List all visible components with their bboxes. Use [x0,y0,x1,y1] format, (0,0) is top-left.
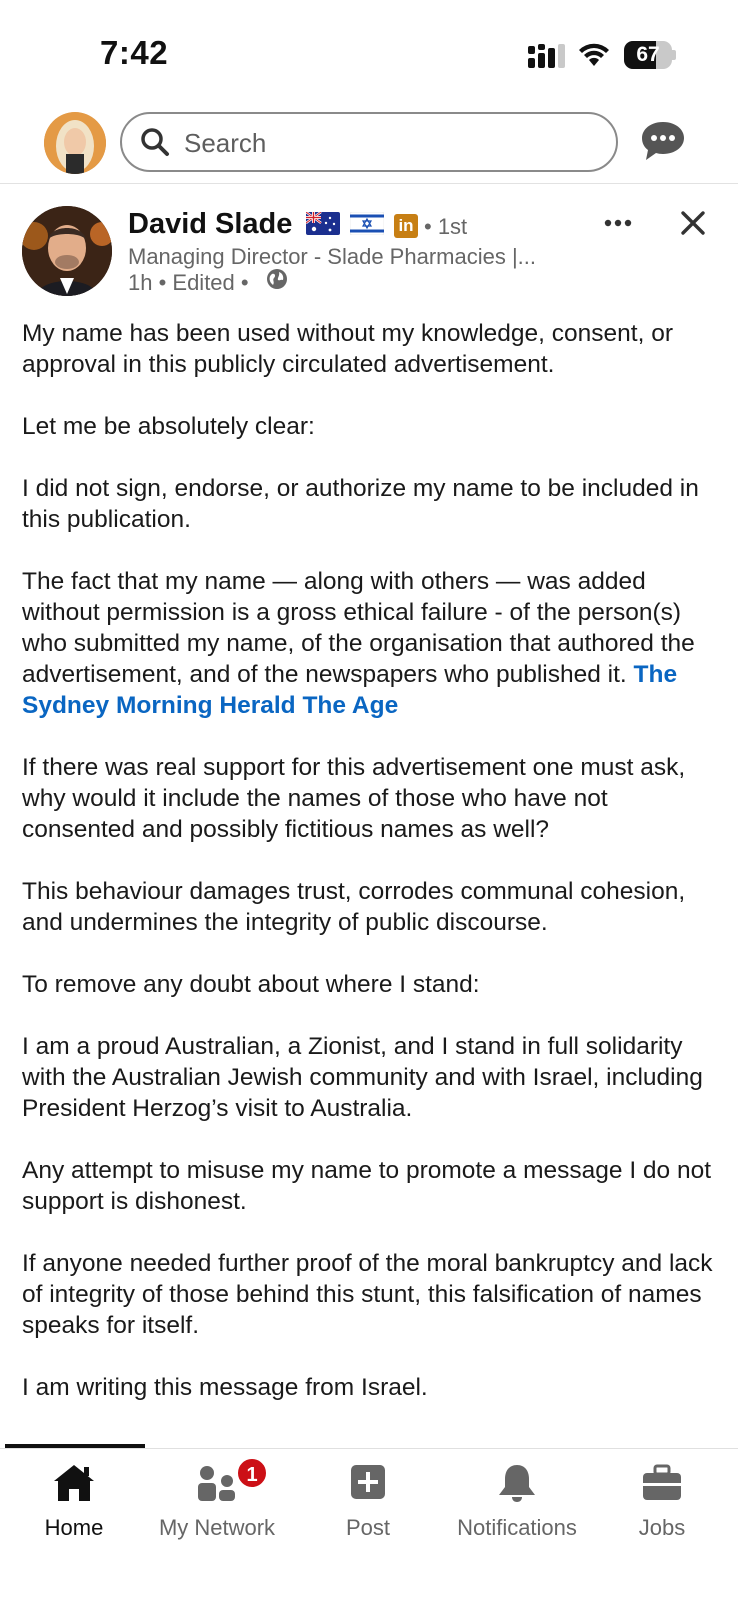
mention-link-smh[interactable]: The Sydney Morning Herald [22,661,678,719]
author-name[interactable]: David Slade [128,208,293,240]
post-paragraph: My name has been used without my knowledge, consent, or approval in this publicly circulated advertisement. [22,320,673,378]
australia-flag-icon [306,212,340,235]
nav-home[interactable] [0,1449,148,1559]
post-paragraph: If there was real support for this advertisement one must ask, why would it include the names of those who have not consented and possibly fictitious names as well? [22,754,686,843]
nav-post[interactable] [294,1449,442,1559]
briefcase-icon [640,1463,684,1503]
active-tab-indicator [5,1444,145,1448]
post-header [0,200,738,300]
post-paragraph: To remove any doubt about where I stand: [22,971,480,998]
nav-jobs-label: Jobs [638,1515,686,1540]
post-meta: 1h • Edited • [128,270,249,295]
post-paragraph: I am a proud Australian, a Zionist, and I stand in full solidarity with the Australian Jewish community and with Israel, including President Herzog’s visit to Australia. [22,1033,703,1122]
home-icon [52,1463,96,1503]
bell-icon [495,1463,539,1503]
close-icon [680,210,706,236]
nav-my-network-label: My Network [158,1515,276,1540]
connection-degree: • 1st [424,214,468,239]
status-bar [0,0,738,100]
search-input[interactable] [184,126,584,160]
author-headline: Managing Director - Slade Pharmacies |... [128,244,536,269]
network-notification-badge: 1 [236,1457,268,1489]
nav-notifications[interactable] [443,1449,591,1559]
post-paragraph: This behaviour damages trust, corrodes communal cohesion, and undermines the integrity of public discourse. [22,878,686,936]
nav-jobs[interactable] [588,1449,736,1559]
battery-indicator [624,41,676,69]
search-bar[interactable] [120,112,618,172]
post-paragraph: I did not sign, endorse, or authorize my name to be included in this publication. [22,475,699,533]
linkedin-premium-icon: in [394,214,418,238]
post-paragraph-text: The fact that my name — along with others — was added without permission is a gross ethical failure - of the person(s) who submitted my name, of the organisation that authored the advertisement, and of the newspapers who published it. [22,568,695,688]
author-avatar[interactable] [22,206,112,296]
battery-level: 67 [636,43,660,66]
post-icon [346,1463,390,1503]
nav-my-network[interactable] [143,1449,291,1559]
dismiss-post-button[interactable] [674,204,712,242]
post-paragraph: I am writing this message from Israel. [22,1374,428,1401]
status-time: 7:42 [100,34,169,71]
my-profile-avatar[interactable] [44,112,106,174]
more-dots-icon [604,219,632,227]
messaging-icon[interactable] [640,120,686,162]
search-icon [140,127,170,157]
more-options-button[interactable] [598,208,638,238]
mention-link-the-age[interactable]: The Age [302,692,399,719]
israel-flag-icon [350,212,384,235]
network-icon [195,1463,239,1503]
globe-icon [266,268,288,290]
post-body [22,318,722,1448]
nav-post-label: Post [345,1515,391,1540]
nav-notifications-label: Notifications [457,1515,577,1540]
nav-home-label: Home [44,1515,104,1540]
post-paragraph: Let me be absolutely clear: [22,413,315,440]
post-paragraph: Any attempt to misuse my name to promote a message I do not support is dishonest. [22,1157,712,1215]
top-app-bar [0,100,738,184]
post-paragraph: If anyone needed further proof of the moral bankruptcy and lack of integrity of those behind this stunt, this falsification of names speaks for itself. [22,1250,713,1339]
post-paragraph-mentions [22,566,722,721]
bottom-navigation [0,1448,738,1600]
cellular-signal-icon [528,44,566,70]
wifi-icon [578,42,610,68]
